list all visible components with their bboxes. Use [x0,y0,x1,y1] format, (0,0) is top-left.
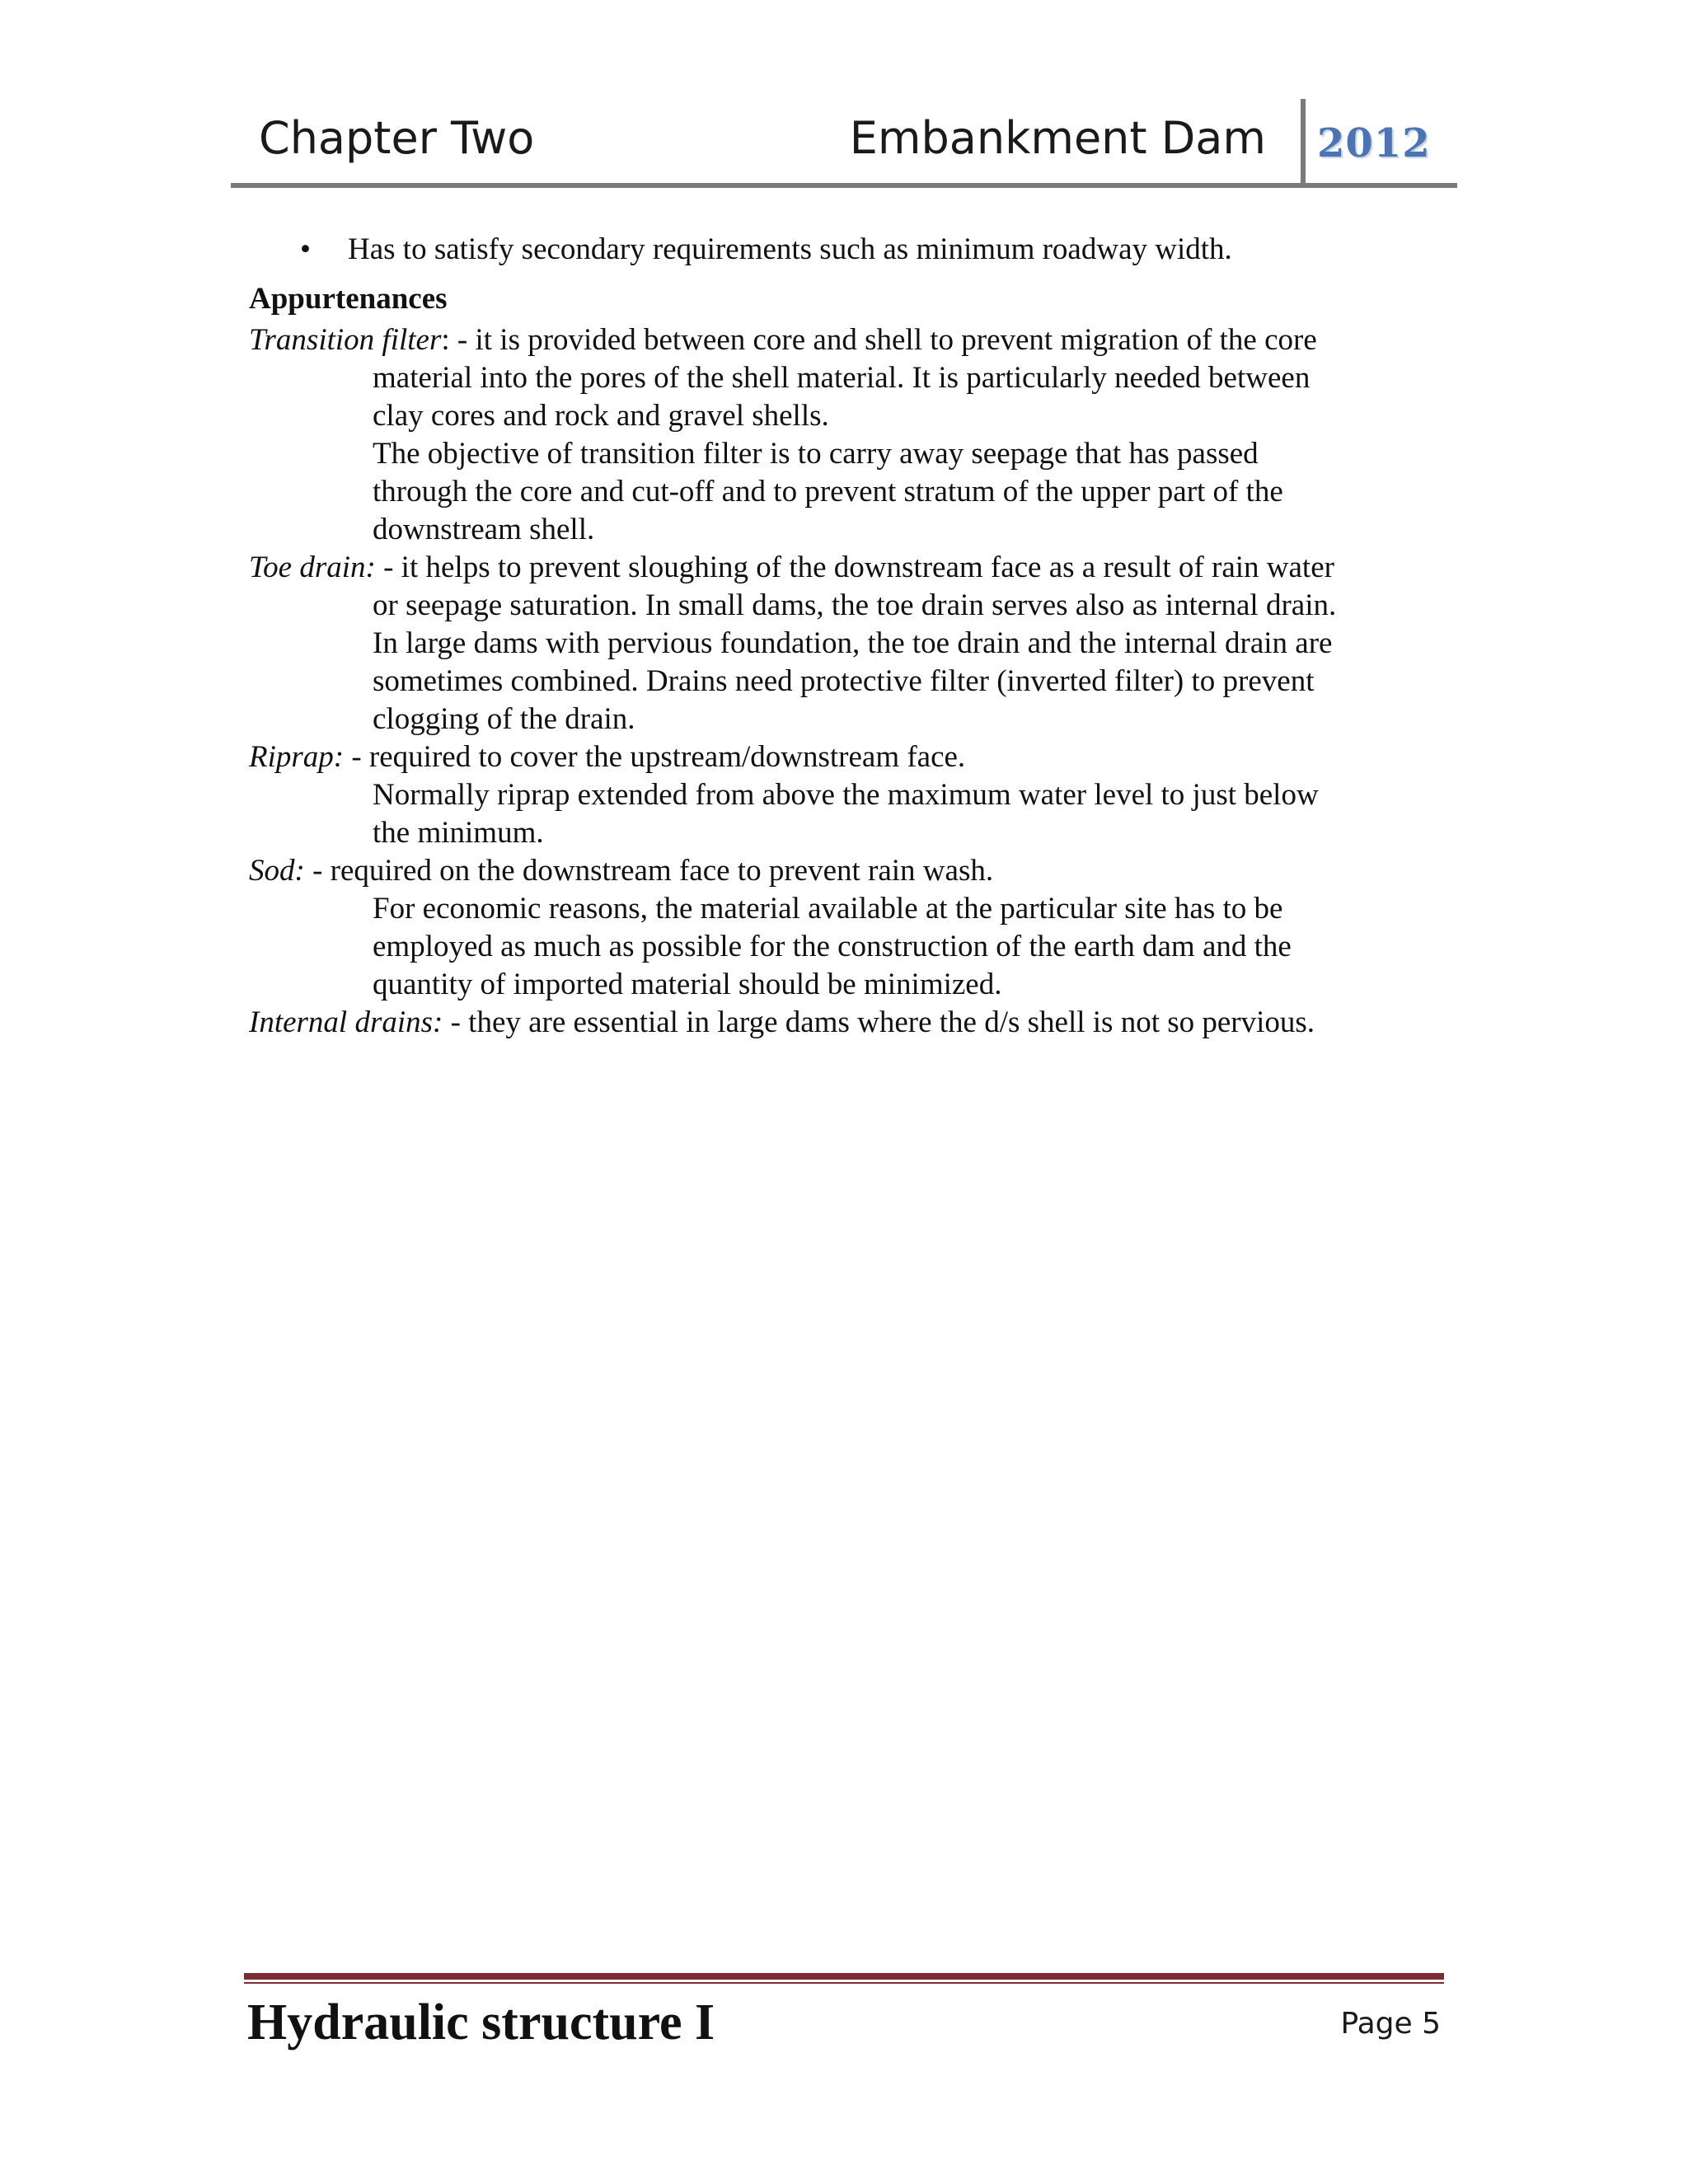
item-line: downstream shell. [373,513,595,546]
item-sod [249,852,1461,1004]
item-term: Riprap: [249,740,345,774]
document-title: Embankment Dam [849,112,1266,164]
bullet-item [249,231,1461,277]
section-heading: Appurtenances [249,282,448,316]
item-text: : - it is provided between core and shell to prevent migration of the core [441,323,1317,357]
item-line: sometimes combined. Drains need protective filter (inverted filter) to prevent [373,664,1315,698]
bullet-text: Has to satisfy secondary requirements such as minimum roadway width. [348,232,1232,266]
header-rule [231,183,1457,188]
item-line: clogging of the drain. [373,702,635,736]
item-line: For economic reasons, the material available at the particular site has to be [373,892,1283,926]
page-body [249,231,1461,1042]
footer-rule-thin [244,1982,1444,1984]
item-line: clay cores and rock and gravel shells. [373,399,829,433]
footer-rule [244,1973,1444,1980]
item-text: - they are essential in large dams where the d/s shell is not so pervious. [443,1005,1315,1039]
item-line: or seepage saturation. In small dams, the toe drain serves also as internal drain. [373,588,1337,622]
item-line: quantity of imported material should be minimized. [373,968,1002,1001]
item-riprap [249,738,1461,852]
item-toe-drain [249,549,1461,738]
item-text: - it helps to prevent sloughing of the downstream face as a result of rain water [375,551,1334,584]
item-text: - required on the downstream face to prevent rain wash. [304,854,994,888]
item-term: Sod: [249,854,305,888]
item-term: Toe drain: [249,551,376,584]
header-year: 2012 [1317,120,1431,166]
item-transition-filter [249,321,1461,549]
item-line: Normally riprap extended from above the maximum water level to just below [373,778,1319,812]
item-term: Internal drains: [249,1005,443,1039]
chapter-label: Chapter Two [259,112,535,164]
item-line: through the core and cut-off and to prevent stratum of the upper part of the [373,475,1283,509]
item-line: In large dams with pervious foundation, the toe drain and the internal drain are [373,626,1333,660]
page-number: Page 5 [1340,2007,1441,2041]
header-divider [1301,99,1306,188]
item-line: the minimum. [373,816,544,850]
item-line: material into the pores of the shell material. It is particularly needed between [373,361,1311,395]
item-internal-drains [249,1004,1461,1042]
item-line: employed as much as possible for the construction of the earth dam and the [373,930,1292,963]
bullet-icon: • [300,232,311,266]
item-text: - required to cover the upstream/downstream face. [344,740,966,774]
footer-course-title: Hydraulic structure I [247,1994,715,2050]
item-line: The objective of transition filter is to carry away seepage that has passed [373,437,1259,471]
item-term: Transition filter [249,323,442,357]
